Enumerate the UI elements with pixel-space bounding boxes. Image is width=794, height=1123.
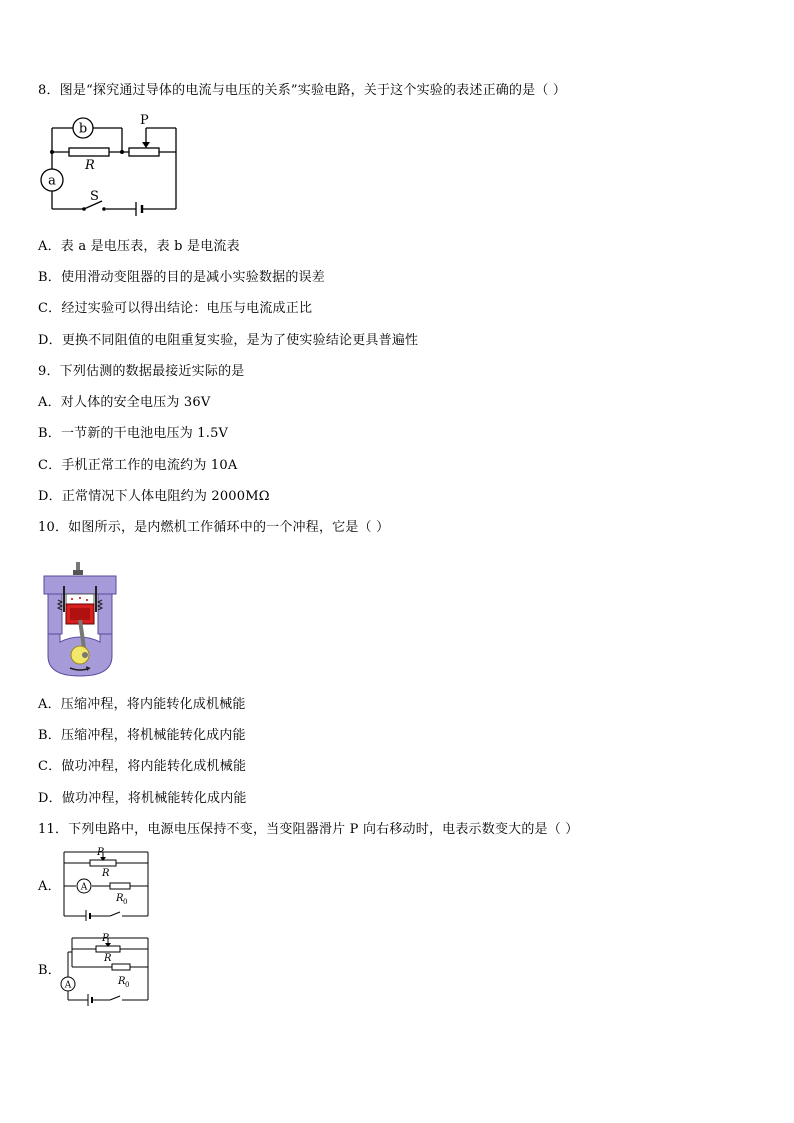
svg-text:P: P [102,933,109,944]
q8-option-d: D．更换不同阻值的电阻重复实验，是为了使实验结论更具普遍性 [38,333,419,348]
q11-option-b-circuit [60,932,155,1007]
q11-stem: 11．下列电路中，电源电压保持不变，当变阻器滑片 P 向右移动时，电表示数变大的是（ ） [38,822,579,837]
svg-text:P: P [97,847,104,858]
q8-option-b: B．使用滑动变阻器的目的是减小实验数据的误差 [38,270,325,285]
svg-text:0: 0 [125,981,130,989]
q9-option-c: C．手机正常工作的电流约为 10A [38,458,238,473]
q10-option-d: D．做功冲程，将机械能转化成内能 [38,791,247,806]
svg-text:S: S [90,189,99,204]
svg-text:b: b [78,121,88,137]
q8-option-a: A．表 a 是电压表，表 b 是电流表 [38,239,240,254]
svg-text:R: R [85,158,95,173]
svg-text:R: R [118,976,126,987]
q8-stem: 8．图是“探究通过导体的电流与电压的关系”实验电路，关于这个实验的表述正确的是（ ） [38,83,567,98]
svg-text:A: A [64,980,72,991]
q11-option-a-circuit [60,846,155,921]
svg-text:a: a [48,173,56,189]
q9-option-b: B．一节新的干电池电压为 1.5V [38,426,229,441]
q10-option-a: A．压缩冲程，将内能转化成机械能 [38,697,246,712]
q8-option-c: C．经过实验可以得出结论：电压与电流成正比 [38,301,313,316]
q9-stem: 9．下列估测的数据最接近实际的是 [38,364,245,379]
q9-option-a: A．对人体的安全电压为 36V [38,395,211,410]
q11-option-b-letter: B． [38,963,61,978]
q10-option-b: B．压缩冲程，将机械能转化成内能 [38,728,246,743]
svg-text:0: 0 [123,898,128,906]
svg-text:A: A [80,882,88,893]
q8-circuit-diagram [36,112,186,217]
svg-text:R: R [102,868,110,879]
svg-text:P: P [140,113,149,128]
q10-stem: 10．如图所示，是内燃机工作循环中的一个冲程，它是（ ） [38,520,390,535]
q9-option-d: D．正常情况下人体电阻约为 2000MΩ [38,489,270,504]
engine-stroke-diagram [40,560,120,680]
q11-option-a-letter: A． [38,879,61,894]
svg-text:R: R [104,953,112,964]
svg-text:R: R [116,893,124,904]
q10-option-c: C．做功冲程，将内能转化成机械能 [38,759,247,774]
